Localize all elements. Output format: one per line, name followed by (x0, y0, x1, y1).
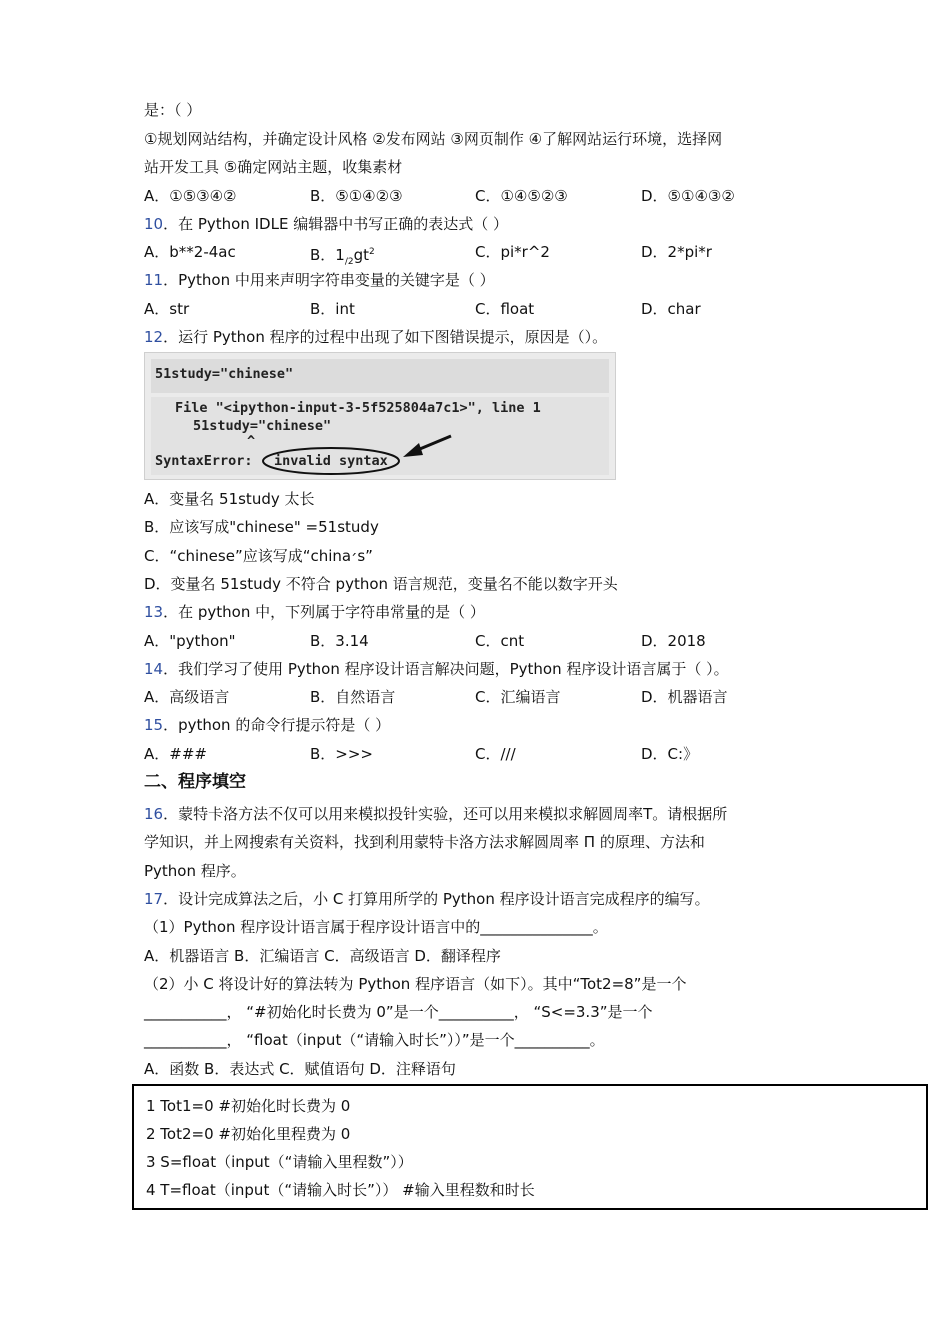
q13-option-b: B．3.14 (310, 632, 369, 650)
q9-options (144, 185, 824, 207)
q14-number: 14 (144, 660, 164, 678)
q16-line-2: 学知识，并上网搜索有关资料，找到利用蒙特卡洛方法求解圆周率 Π 的原理、方法和 (144, 833, 705, 851)
q11-option-c: C．float (475, 300, 535, 318)
q10-option-a: A．b**2-4ac (144, 243, 236, 261)
q11-option-b: B．int (310, 300, 355, 318)
q13-option-c: C．cnt (475, 632, 525, 650)
q16-line-1 (144, 803, 727, 825)
q9-option-b: B．⑤①④②③ (310, 187, 403, 205)
q12-option-c: C．“chinese”应该写成“china׳s” (144, 547, 373, 565)
q9-stem-end: 是：（ ） (144, 101, 202, 119)
q14-option-d: D．机器语言 (641, 688, 728, 706)
q10-option-b-mid: gt (353, 246, 370, 264)
q10-options (144, 241, 824, 267)
q12-option-b: B．应该写成"chinese" =51study (144, 518, 379, 536)
q16-number: 16 (144, 805, 164, 823)
q10-stem (144, 213, 508, 235)
q16-text-1: ．蒙特卡洛方法不仅可以用来模拟投针实验，还可以用来模拟求解圆周率T。请根据所 (163, 805, 728, 823)
q14-option-c: C．汇编语言 (475, 688, 561, 706)
q10-option-b-sup: 2 (369, 247, 375, 257)
q12-option-a: A．变量名 51study 太长 (144, 490, 315, 508)
q15-options (144, 743, 824, 765)
q10-option-c: C．pi*r^2 (475, 243, 550, 261)
screenshot-caret: ^ (247, 433, 256, 449)
q14-options (144, 686, 824, 708)
q11-stem (144, 269, 495, 291)
screenshot-code-line: 51study="chinese" (155, 366, 294, 382)
q16-line-3: Python 程序。 (144, 862, 246, 880)
screenshot-file-line: File "<ipython-input-3-5f525804a7c1>", line 1 (175, 400, 541, 416)
q9-option-c: C．①④⑤②③ (475, 187, 568, 205)
q10-text: ．在 Python IDLE 编辑器中书写正确的表达式（ ） (163, 215, 508, 233)
screenshot-error-message: invalid syntax (274, 453, 388, 469)
q12-text: ．运行 Python 程序的过程中出现了如下图错误提示，原因是（）。 (163, 328, 608, 346)
q17-part2-line-2: ___________， “#初始化时长费为 0”是一个__________， “S<=3.3”是一个 (144, 1003, 653, 1021)
q17-part2-line-3: ___________， “float（input（“请输入时长”））”是一个__________。 (144, 1031, 605, 1049)
q12-stem (144, 326, 607, 348)
q13-option-d: D．2018 (641, 632, 706, 650)
q17-text: ．设计完成算法之后，小 C 打算用所学的 Python 程序设计语言完成程序的编写。 (163, 890, 710, 908)
q9-steps-line-1: ①规划网站结构，并确定设计风格 ②发布网站 ③网页制作 ④了解网站运行环境，选择网 (144, 130, 723, 148)
q14-option-a: A．高级语言 (144, 688, 230, 706)
arrow-annotation-head (403, 443, 423, 457)
q17-part2-options: A．函数 B．表达式 C．赋值语句 D．注释语句 (144, 1060, 456, 1078)
q11-option-a: A．str (144, 300, 190, 318)
q13-stem (144, 601, 485, 623)
q14-option-b: B．自然语言 (310, 688, 396, 706)
q13-number: 13 (144, 603, 164, 621)
q17-stem (144, 888, 710, 910)
q11-text: ．Python 中用来声明字符串变量的关键字是（ ） (163, 271, 495, 289)
code-line-1: 1 Tot1=0 #初始化时长费为 0 (146, 1097, 351, 1115)
screenshot-code-echo: 51study="chinese" (193, 418, 332, 434)
q11-option-d: D．char (641, 300, 701, 318)
syntax-error-screenshot (144, 352, 616, 480)
q15-number: 15 (144, 716, 164, 734)
q17-part1-options: A．机器语言 B．汇编语言 C．高级语言 D．翻译程序 (144, 947, 501, 965)
circle-annotation (263, 448, 399, 474)
q17-part1: （1）Python 程序设计语言属于程序设计语言中的_______________。 (144, 918, 608, 936)
q10-option-d: D．2*pi*r (641, 243, 712, 261)
q9-option-d: D．⑤①④③② (641, 187, 735, 205)
q15-option-b: B．>>> (310, 745, 373, 763)
annotation-overlay (145, 353, 617, 481)
q9-steps-line-2: 站开发工具 ⑤确定网站主题，收集素材 (144, 158, 403, 176)
q12-number: 12 (144, 328, 164, 346)
q17-number: 17 (144, 890, 164, 908)
q11-number: 11 (144, 271, 164, 289)
q15-stem (144, 714, 390, 736)
screenshot-error-label: SyntaxError: (155, 453, 253, 469)
q9-option-a: A．①⑤③④② (144, 187, 237, 205)
q13-text: ．在 python 中，下列属于字符串常量的是（ ） (163, 603, 485, 621)
q15-text: ．python 的命令行提示符是（ ） (163, 716, 391, 734)
q15-option-a: A．### (144, 745, 207, 763)
q10-option-b-sub: /2 (344, 257, 354, 267)
q11-options (144, 298, 824, 320)
q14-text: ．我们学习了使用 Python 程序设计语言解决问题，Python 程序设计语言属于（ ）。 (163, 660, 729, 678)
q15-option-d: D．C:》 (641, 745, 699, 763)
code-line-2: 2 Tot2=0 #初始化里程费为 0 (146, 1125, 351, 1143)
q10-number: 10 (144, 215, 164, 233)
section-heading-program-fill: 二、程序填空 (144, 772, 246, 792)
q13-options (144, 630, 824, 652)
code-listing-box (132, 1084, 928, 1210)
q15-option-c: C．/// (475, 745, 516, 763)
q17-part2-line-1: （2）小 C 将设计好的算法转为 Python 程序语言（如下）。其中“Tot2=8”是一个 (144, 975, 687, 993)
code-line-3: 3 S=float（input（“请输入里程数”）） (146, 1153, 413, 1171)
q13-option-a: A．"python" (144, 632, 236, 650)
code-line-4: 4 T=float（input（“请输入时长”）） #输入里程数和时长 (146, 1181, 535, 1199)
q10-option-b-pre: B．1 (310, 246, 345, 264)
q14-stem (144, 658, 729, 680)
q12-option-d: D．变量名 51study 不符合 python 语言规范，变量名不能以数字开头 (144, 575, 618, 593)
